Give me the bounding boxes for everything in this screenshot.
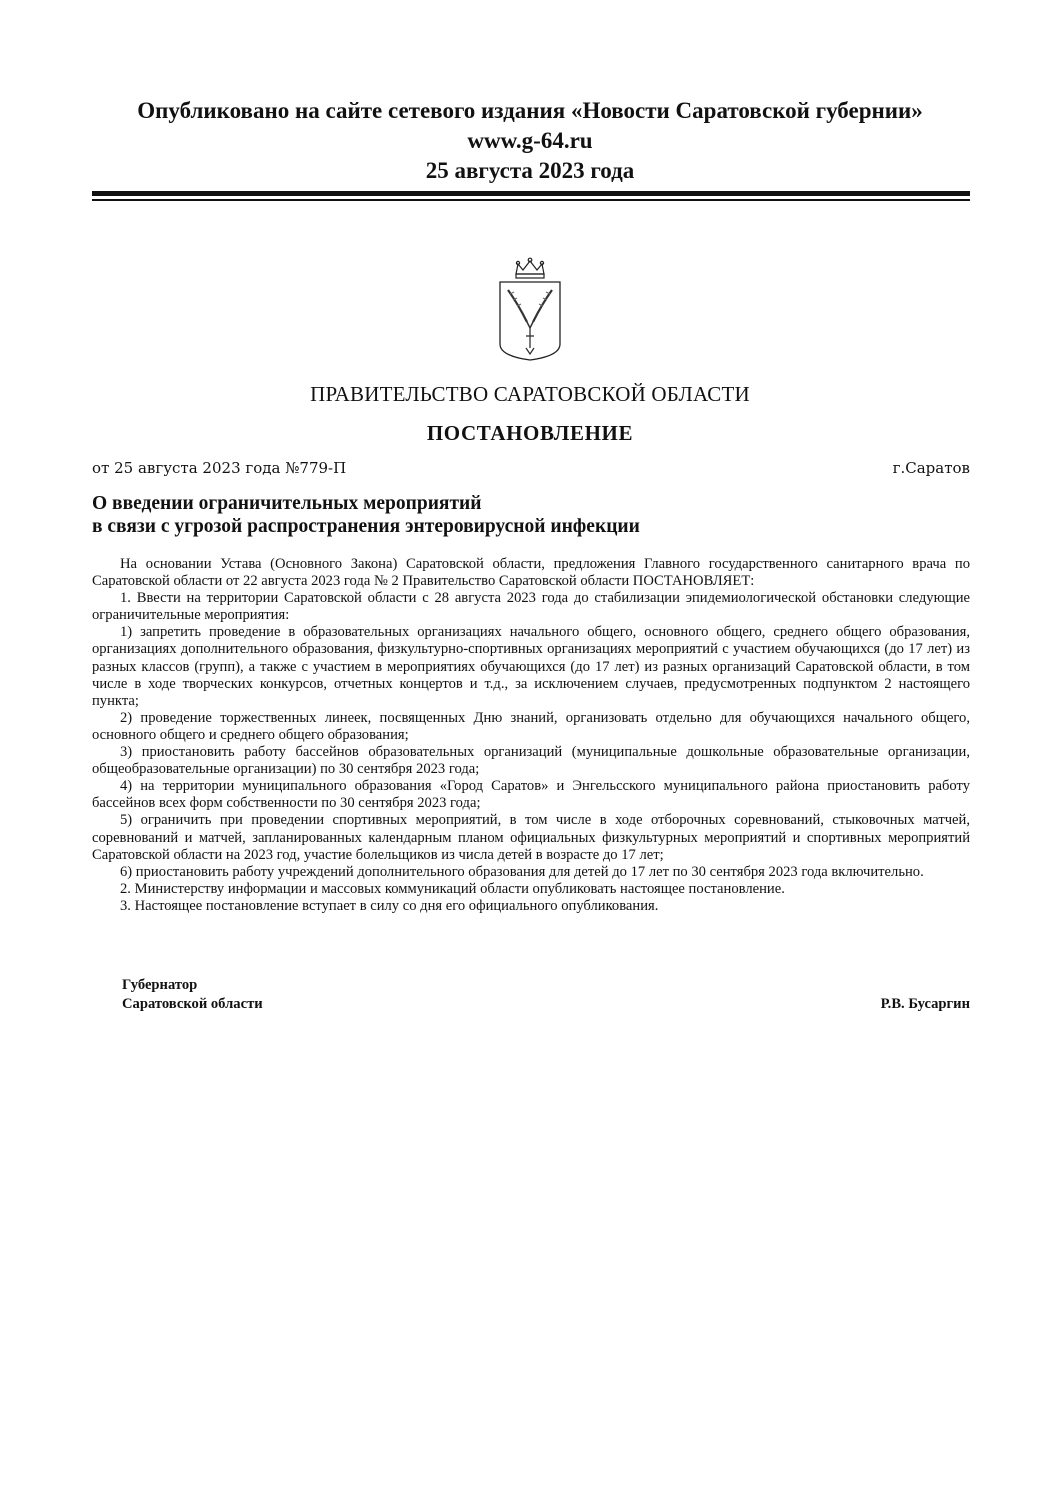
saratov-coat-of-arms-icon — [496, 256, 564, 362]
body-paragraph: 6) приостановить работу учреждений дополнительного образования для детей до 17 лет по 30 сентября 2023 года включительно. — [120, 863, 924, 880]
header-divider-thick — [92, 191, 970, 196]
body-paragraph: 3) приостановить работу бассейнов образовательных организаций (муниципальные дошкольные образовательные организации, общеобразовательные организации) по 30 сентября 2023 года; — [92, 744, 970, 778]
signatory-title: Саратовской области — [122, 996, 263, 1012]
body-paragraph: 1) запретить проведение в образовательных организациях начального общего, основного общего, среднего общего образования, организациях дополнительного образования, физкультурно-спортивных организациях мероприятий с участием обучающихся (до 17 лет) из разных классов (групп), а также с участием в мероприятиях обучающихся (до 17 лет) из разных организаций Саратовской области, в том числе в ходе творческих конкурсов, отчетных концертов и т.д., за исключением случаев, предусмотренных подпунктом 2 настоящего пункта; — [92, 624, 970, 709]
government-name: ПРАВИТЕЛЬСТВО САРАТОВСКОЙ ОБЛАСТИ — [310, 382, 750, 406]
body-paragraph: 3. Настоящее постановление вступает в силу со дня его официального опубликования. — [120, 897, 659, 914]
document-date-number: от 25 августа 2023 года №779-П — [92, 459, 347, 477]
publication-header — [0, 96, 1060, 186]
body-paragraph: На основании Устава (Основного Закона) Саратовской области, предложения Главного государственного санитарного врача по Саратовской области от 22 августа 2023 года № 2 Правительство Саратовской области ПОСТАНОВЛЯЕТ: — [92, 556, 970, 590]
publication-notice: Опубликовано на сайте сетевого издания «Новости Саратовской губернии» — [137, 98, 923, 123]
body-paragraph: 5) ограничить при проведении спортивных мероприятий, в том числе в ходе отборочных соревнований, стыковочных матчей, соревнований и матчей, запланированных календарным планом официальных физкультурных мероприятий и спортивных мероприятий Саратовской области на 2023 год, участие болельщиков из числа детей в возрасте до 17 лет; — [92, 812, 970, 863]
subject-line: О введении ограничительных мероприятий — [92, 493, 482, 514]
publication-site: www.g-64.ru — [467, 128, 593, 153]
publication-date: 25 августа 2023 года — [425, 158, 635, 183]
body-paragraph: 1. Ввести на территории Саратовской области с 28 августа 2023 года до стабилизации эпидемиологической обстановки следующие ограничительные мероприятия: — [92, 590, 970, 624]
body-paragraph: 4) на территории муниципального образования «Город Саратов» и Энгельсского муниципального района приостановить работу бассейнов всех форм собственности по 30 сентября 2023 года; — [92, 778, 970, 812]
subject-line: в связи с угрозой распространения энтеровирусной инфекции — [92, 516, 640, 537]
dateline — [92, 459, 970, 477]
signatory-name: Р.В. Бусаргин — [880, 996, 970, 1012]
document-body — [92, 556, 970, 915]
body-paragraph: 2. Министерству информации и массовых коммуникаций области опубликовать настоящее постановление. — [120, 880, 785, 897]
document-type: ПОСТАНОВЛЕНИЕ — [426, 421, 634, 445]
body-paragraph: 2) проведение торжественных линеек, посвященных Дню знаний, организовать отдельно для обучающихся начального общего, основного общего и среднего общего образования; — [92, 709, 970, 743]
document-place: г.Саратов — [892, 459, 970, 477]
signature-block — [122, 976, 970, 1014]
header-divider-thin — [92, 199, 970, 201]
signatory-title: Губернатор — [122, 977, 198, 993]
document-subject — [92, 492, 970, 538]
